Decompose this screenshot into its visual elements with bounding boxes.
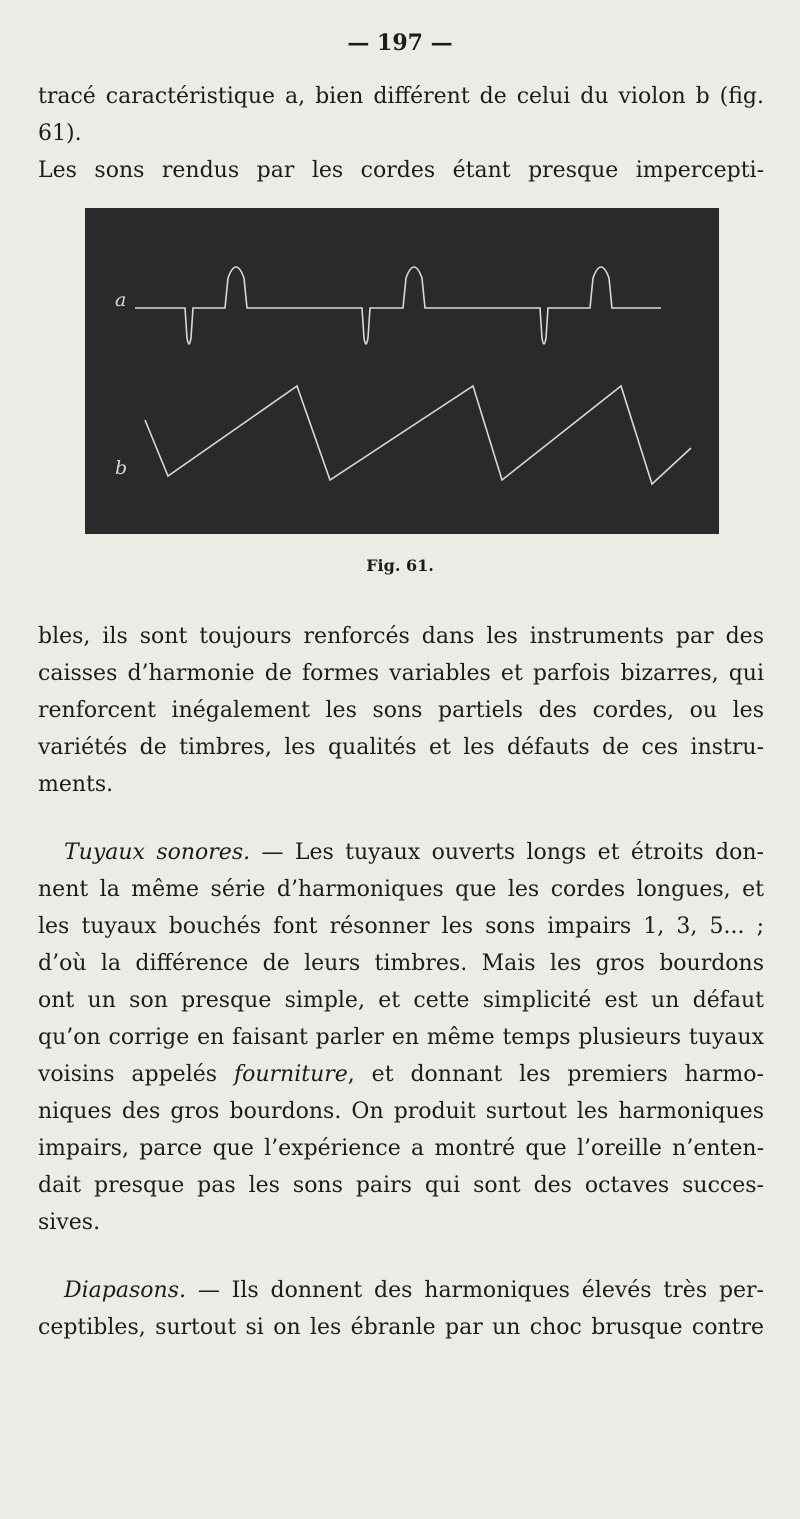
text-line: ments. — [38, 772, 114, 797]
trace-a — [135, 267, 661, 344]
section-title: Tuyaux sonores. — [64, 840, 251, 865]
section-title: Diapasons. — [64, 1278, 186, 1303]
waveform-diagram — [85, 208, 719, 534]
top-text — [38, 78, 764, 189]
text-line: renforcent inégalement les sons partiels des cordes, ou les — [38, 698, 764, 723]
figure-61 — [85, 208, 719, 534]
term-italic: fourniture — [233, 1062, 348, 1087]
text-fragment: voisins appelés — [38, 1062, 234, 1087]
text-line: variétés de timbres, les qualités et les défauts de ces instru- — [38, 735, 764, 760]
trace-b — [145, 386, 691, 484]
text-line: bles, ils sont toujours renforcés dans les instruments par des — [38, 624, 764, 649]
text-line: impairs, parce que l’expérience a montré que l’oreille n’enten- — [38, 1136, 764, 1161]
text-line: nent la même série d’harmoniques que les cordes longues, et — [38, 877, 764, 902]
text-line: ceptibles, surtout si on les ébranle par un choc brusque contre — [38, 1315, 764, 1340]
paragraph-2 — [38, 834, 764, 1241]
text-line: caisses d’harmonie de formes variables et parfois bizarres, qui — [38, 661, 764, 686]
text-fragment: — Les tuyaux ouverts longs et étroits don- — [250, 840, 764, 865]
text-line: niques des gros bourdons. On produit surtout les harmoniques — [38, 1099, 764, 1124]
text-line: qu’on corrige en faisant parler en même temps plusieurs tuyaux — [38, 1025, 764, 1050]
text-line: Les sons rendus par les cordes étant presque impercepti- — [38, 158, 764, 183]
trace-a-label: a — [115, 289, 127, 311]
figure-caption: Fig. 61. — [366, 556, 434, 575]
paragraph-3 — [38, 1272, 764, 1346]
text-line: les tuyaux bouchés font résonner les sons impairs 1, 3, 5... ; — [38, 914, 764, 939]
text-line — [38, 1056, 764, 1093]
text-line — [38, 834, 764, 871]
trace-b-label: b — [115, 457, 128, 479]
text-fragment: , et donnant les premiers harmo- — [347, 1062, 764, 1087]
text-line: tracé caractéristique a, bien différent de celui du violon b (fig. 61). — [38, 84, 764, 146]
paragraph-1 — [38, 618, 764, 803]
text-line: d’où la différence de leurs timbres. Mais les gros bourdons — [38, 951, 764, 976]
text-line: sives. — [38, 1210, 101, 1235]
text-line — [38, 1272, 764, 1309]
page-number: — 197 — — [347, 30, 453, 56]
text-line: ont un son presque simple, et cette simplicité est un défaut — [38, 988, 764, 1013]
text-line: dait presque pas les sons pairs qui sont des octaves succes- — [38, 1173, 764, 1198]
text-fragment: — Ils donnent des harmoniques élevés très per- — [185, 1278, 764, 1303]
